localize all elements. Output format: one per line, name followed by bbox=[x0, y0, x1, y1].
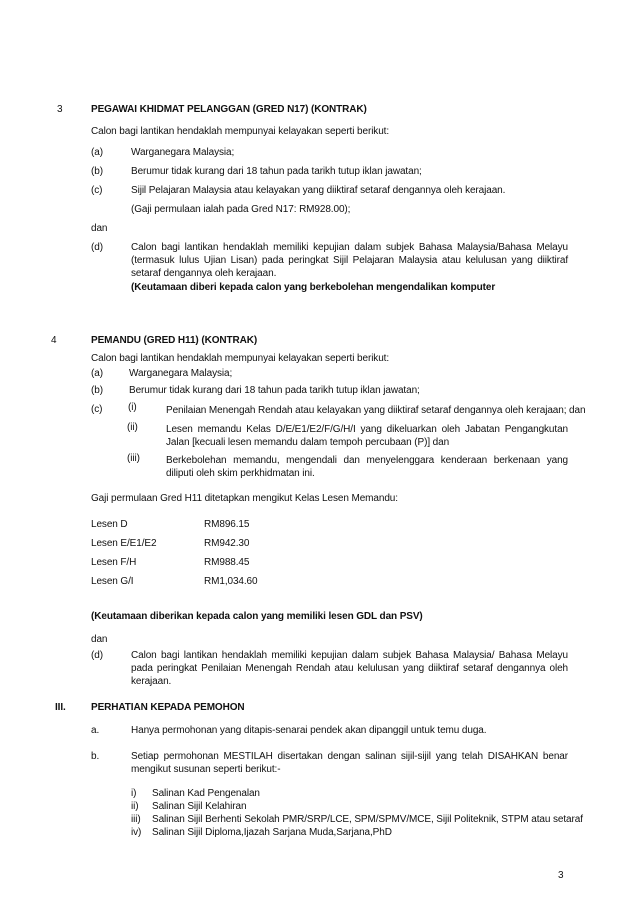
section-3-title: PEGAWAI KHIDMAT PELANGGAN (GRED N17) (KONTRAK) bbox=[91, 104, 367, 115]
section-3-intro: Calon bagi lantikan hendaklah mempunyai kelayakan seperti berikut: bbox=[91, 126, 390, 137]
doc-text: Salinan Kad Pengenalan bbox=[152, 788, 260, 799]
s3-item-c-label: (c) bbox=[91, 185, 103, 196]
doc-text: Salinan Sijil Diploma,Ijazah Sarjana Muda,Sarjana,PhD bbox=[152, 827, 392, 838]
s4-sub-ii-label: (ii) bbox=[127, 422, 138, 433]
s4-item-c-label: (c) bbox=[91, 404, 103, 415]
section-4-number: 4 bbox=[51, 335, 57, 346]
doc-label: i) bbox=[131, 788, 137, 799]
s3-item-c-text: Sijil Pelajaran Malaysia atau kelayakan yang diiktiraf setaraf dengannya oleh kerajaan. bbox=[131, 185, 506, 196]
s3iii-item-a-label: a. bbox=[91, 725, 100, 736]
doc-label: ii) bbox=[131, 801, 139, 812]
s4-dan: dan bbox=[91, 634, 108, 645]
s4-sub-iii-label: (iii) bbox=[127, 453, 140, 464]
s4-sub-ii-text: Lesen memandu Kelas D/E/E1/E2/F/G/H/I yang dikeluarkan oleh Jabatan Pengangkutan Jalan [kecuali lesen memandu dalam tempoh percubaan (P)] dan bbox=[166, 424, 568, 448]
s4-priority: (Keutamaan diberikan kepada calon yang memiliki lesen GDL dan PSV) bbox=[91, 611, 423, 622]
salary-license: Lesen F/H bbox=[91, 557, 137, 568]
section-iii-number: III. bbox=[55, 702, 66, 713]
s3-item-a-text: Warganegara Malaysia; bbox=[131, 147, 235, 158]
s4-item-d-text: Calon bagi lantikan hendaklah memiliki kepujian dalam subjek Bahasa Malaysia/ Bahasa Melayu pada peringkat Penilaian Menengah Rendah atau kelulusan yang diiktiraf setaraf dengannya oleh kerajaan. bbox=[131, 650, 568, 687]
section-4-intro: Calon bagi lantikan hendaklah mempunyai kelayakan seperti berikut: bbox=[91, 353, 390, 364]
s4-sub-i-text: Penilaian Menengah Rendah atau kelayakan yang diiktiraf setaraf dengannya oleh kerajaan; dan bbox=[166, 405, 586, 416]
s3iii-item-b-text: Setiap permohonan MESTILAH disertakan dengan salinan sijil-sijil yang telah DISAHKAN benar mengikut susunan seperti berikut:- bbox=[131, 751, 568, 775]
s3-salary-note: (Gaji permulaan ialah pada Gred N17: RM928.00); bbox=[131, 204, 351, 215]
s3iii-item-b-label: b. bbox=[91, 751, 100, 762]
s4-item-b-text: Berumur tidak kurang dari 18 tahun pada tarikh tutup iklan jawatan; bbox=[129, 385, 420, 396]
section-iii-title: PERHATIAN KEPADA PEMOHON bbox=[91, 702, 245, 713]
section-3-number: 3 bbox=[57, 104, 63, 115]
s3-item-d-label: (d) bbox=[91, 242, 103, 253]
doc-text: Salinan Sijil Kelahiran bbox=[152, 801, 247, 812]
salary-amount: RM1,034.60 bbox=[204, 576, 258, 587]
s3-item-b-label: (b) bbox=[91, 166, 103, 177]
s3-dan: dan bbox=[91, 223, 108, 234]
s4-item-d-label: (d) bbox=[91, 650, 103, 661]
s3-priority: (Keutamaan diberi kepada calon yang berkebolehan mengendalikan komputer bbox=[131, 282, 496, 293]
s4-salary-intro: Gaji permulaan Gred H11 ditetapkan mengikut Kelas Lesen Memandu: bbox=[91, 493, 398, 504]
salary-license: Lesen D bbox=[91, 519, 128, 530]
doc-label: iii) bbox=[131, 814, 141, 825]
s3iii-item-a-text: Hanya permohonan yang ditapis-senarai pendek akan dipanggil untuk temu duga. bbox=[131, 725, 487, 736]
s4-sub-i-label: (i) bbox=[128, 402, 137, 413]
doc-text: Salinan Sijil Berhenti Sekolah PMR/SRP/LCE, SPM/SPMV/MCE, Sijil Politeknik, STPM atau setaraf bbox=[152, 814, 583, 825]
doc-label: iv) bbox=[131, 827, 142, 838]
page-number: 3 bbox=[558, 870, 564, 881]
s4-item-a-text: Warganegara Malaysia; bbox=[129, 368, 233, 379]
salary-amount: RM942.30 bbox=[204, 538, 250, 549]
s4-item-a-label: (a) bbox=[91, 368, 103, 379]
salary-amount: RM988.45 bbox=[204, 557, 250, 568]
salary-license: Lesen E/E1/E2 bbox=[91, 538, 157, 549]
s4-item-b-label: (b) bbox=[91, 385, 103, 396]
section-4-title: PEMANDU (GRED H11) (KONTRAK) bbox=[91, 335, 258, 346]
s4-sub-iii-text: Berkebolehan memandu, mengendali dan menyelenggara kenderaan berkenaan yang diliputi oleh skim perkhidmatan ini. bbox=[166, 455, 568, 479]
s3-item-d-text: Calon bagi lantikan hendaklah memiliki kepujian dalam subjek Bahasa Malaysia/Bahasa Melayu (termasuk lulus Ujian Lisan) pada peringkat Sijil Pelajaran Malaysia atau kelulusan yang diiktiraf setaraf dengannya oleh kerajaan. bbox=[131, 242, 568, 279]
salary-license: Lesen G/I bbox=[91, 576, 134, 587]
s3-item-a-label: (a) bbox=[91, 147, 103, 158]
salary-amount: RM896.15 bbox=[204, 519, 250, 530]
s3-item-b-text: Berumur tidak kurang dari 18 tahun pada tarikh tutup iklan jawatan; bbox=[131, 166, 422, 177]
